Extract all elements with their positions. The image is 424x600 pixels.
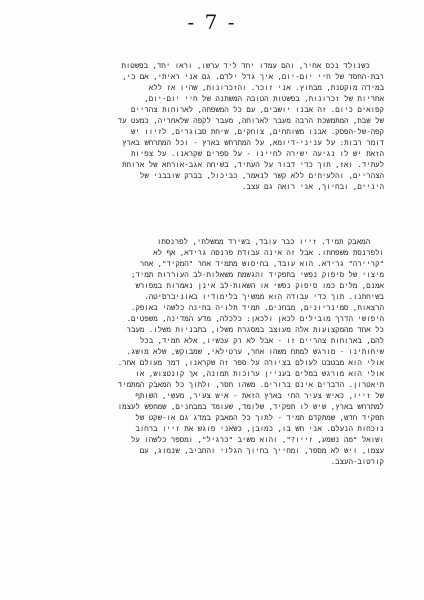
- page-number: - 7 -: [187, 10, 237, 34]
- text-line: היפושי הדרך מובילים לכאן ולכאן: כלכלה, מדע המדינה, משפטים.: [126, 314, 384, 323]
- text-line: קפה-של-הפסק. אבנו משוחחים, צוחקים, שיחת סבוגרים, לזיוו יש: [131, 127, 384, 136]
- text-line: אולי הוא מורגש במלים בעניין ערוכות תמונה, אך קונטצוש, או: [135, 369, 384, 378]
- text-line: רבת-החסד של חיי יום-יום, איך גדל ילדם. גם אני ראיתי, אם כי,: [122, 72, 384, 81]
- text-line: קורטוב-העצב.: [330, 457, 384, 466]
- text-line: של שבת, המתמשכת הרבה מעבר לארוחה, מעבר לקפה שלאחריה, כמעט עד: [117, 116, 384, 125]
- paragraph-1: [54, 60, 384, 192]
- text-line: אמנם, מלים כמו סיפוק נפשי או השאות-לב אינן נאמרות במפורש: [135, 281, 384, 290]
- text-line: תפקיד חדש, שמתקדם תמיד - לתוך כל המאבק במדג גם או-שקט של: [135, 413, 384, 422]
- text-line: "קריירה" גרידא. הוא עובד, בחיסוש מתמיד אחר "המקיד", אחר: [139, 259, 384, 268]
- text-line: הזאת יש לו נגיעה ישירה לחיינו - על ספרים שקראנו. על צפיות: [131, 149, 384, 158]
- text-line: נוכחות הנעלם. אני חש בו, כמובן, כשאני פוגש את זייו ברחוב: [135, 424, 384, 433]
- text-line: מיצוי של סיפוק נפשי בתפקיד והגשמת משאלות-לב העוררות תמיד;: [131, 270, 384, 279]
- text-line: אולי הוא מבטבט לעולם בציורה על ספר זה שקראנו, דמר מעולם אחר.: [117, 358, 384, 367]
- text-line: ושואל "מה נשמע, זייו?", והוא משיב "כרגיל", ומספר כלשהו על: [130, 435, 384, 444]
- text-line: המאבק תמיד. זייו כבר עובד, בשירד ממשלתי, לפרנסתו: [156, 237, 370, 246]
- text-line: היניים, ובחיוך, אני רואה גם עצב.: [241, 182, 384, 191]
- text-line: של זייו, כאיש צעיר החי בארץ הזאת - איש צעיר, מעשי, השותף: [135, 391, 384, 400]
- text-line: תיאטרון. הדברים אינם ברורים. משהו חסר, ולתוך כל המאבק המתמיד: [117, 380, 384, 389]
- text-line: עצמו, ויש לא מספר, ומחייך בחיוך הגלוי והחביב, שנמוג, עם: [139, 446, 384, 455]
- text-line: כל אחד מהמקצועות אלה מעוצב במסגרת משלו, בתבניות משלו. מעבר: [126, 325, 384, 334]
- text-line: ולפרנסת משפחתו. אבל זה אינה עבודת פרנסה גרידא, אף לא: [153, 248, 384, 257]
- text-line: כשנולד נכס אחיר, והם עמדו יחד ליד ערשו, וראו יחד, בפשטות: [121, 61, 370, 70]
- text-line: הצהריים, והלעיחים ללא קשר לנאמר, כביכול, בברק שובבני של: [139, 171, 384, 180]
- text-line: הרצאות, סמינריונים, מבחנים. תמיד תלויה בחינה כלשהי באופק.: [131, 303, 384, 312]
- text-line: אחריות של זכרונות, בפשטות הטובה המשתנה של חיי יום-יום,: [144, 94, 384, 103]
- text-line: לעתיד. ואז, תוך כדי דבור על העתיד, בשיחה אגב-אורחא של ארוחת: [122, 160, 384, 169]
- text-line: דומר רבות: על עניני-דיומא, על המתרחש בארץ - וכל המתרחש בארץ: [122, 138, 384, 147]
- text-line: קפואים כיום. זה אבנו יושבים, עם כל המשפחה, לארוחות צהריים: [131, 105, 384, 114]
- text-line: שיחותינו - מורגש למתח משהו אחר, ערטילאי, שמבוקש, שלא מושג.: [126, 347, 384, 356]
- text-line: למתרחש בארץ, שיש לו תפקיד, שלומד, שעומד במבחנים, שמחפש לעצמו: [117, 402, 384, 411]
- text-line: להם, בארוחות צהריים זו - אבל לא רק עכשיו, אלא תמיד, בכל: [139, 336, 384, 345]
- paragraph-2: [54, 236, 384, 467]
- text-line: במידה מוקטנת, מבחוץ. אני זוכר. והזכרונות, שהיו אז ללא: [148, 83, 384, 92]
- text-line: בשיחתנו. תוך כדי עבודה הוא ממשיך בלימודיו באוניברסיטה.: [144, 292, 384, 301]
